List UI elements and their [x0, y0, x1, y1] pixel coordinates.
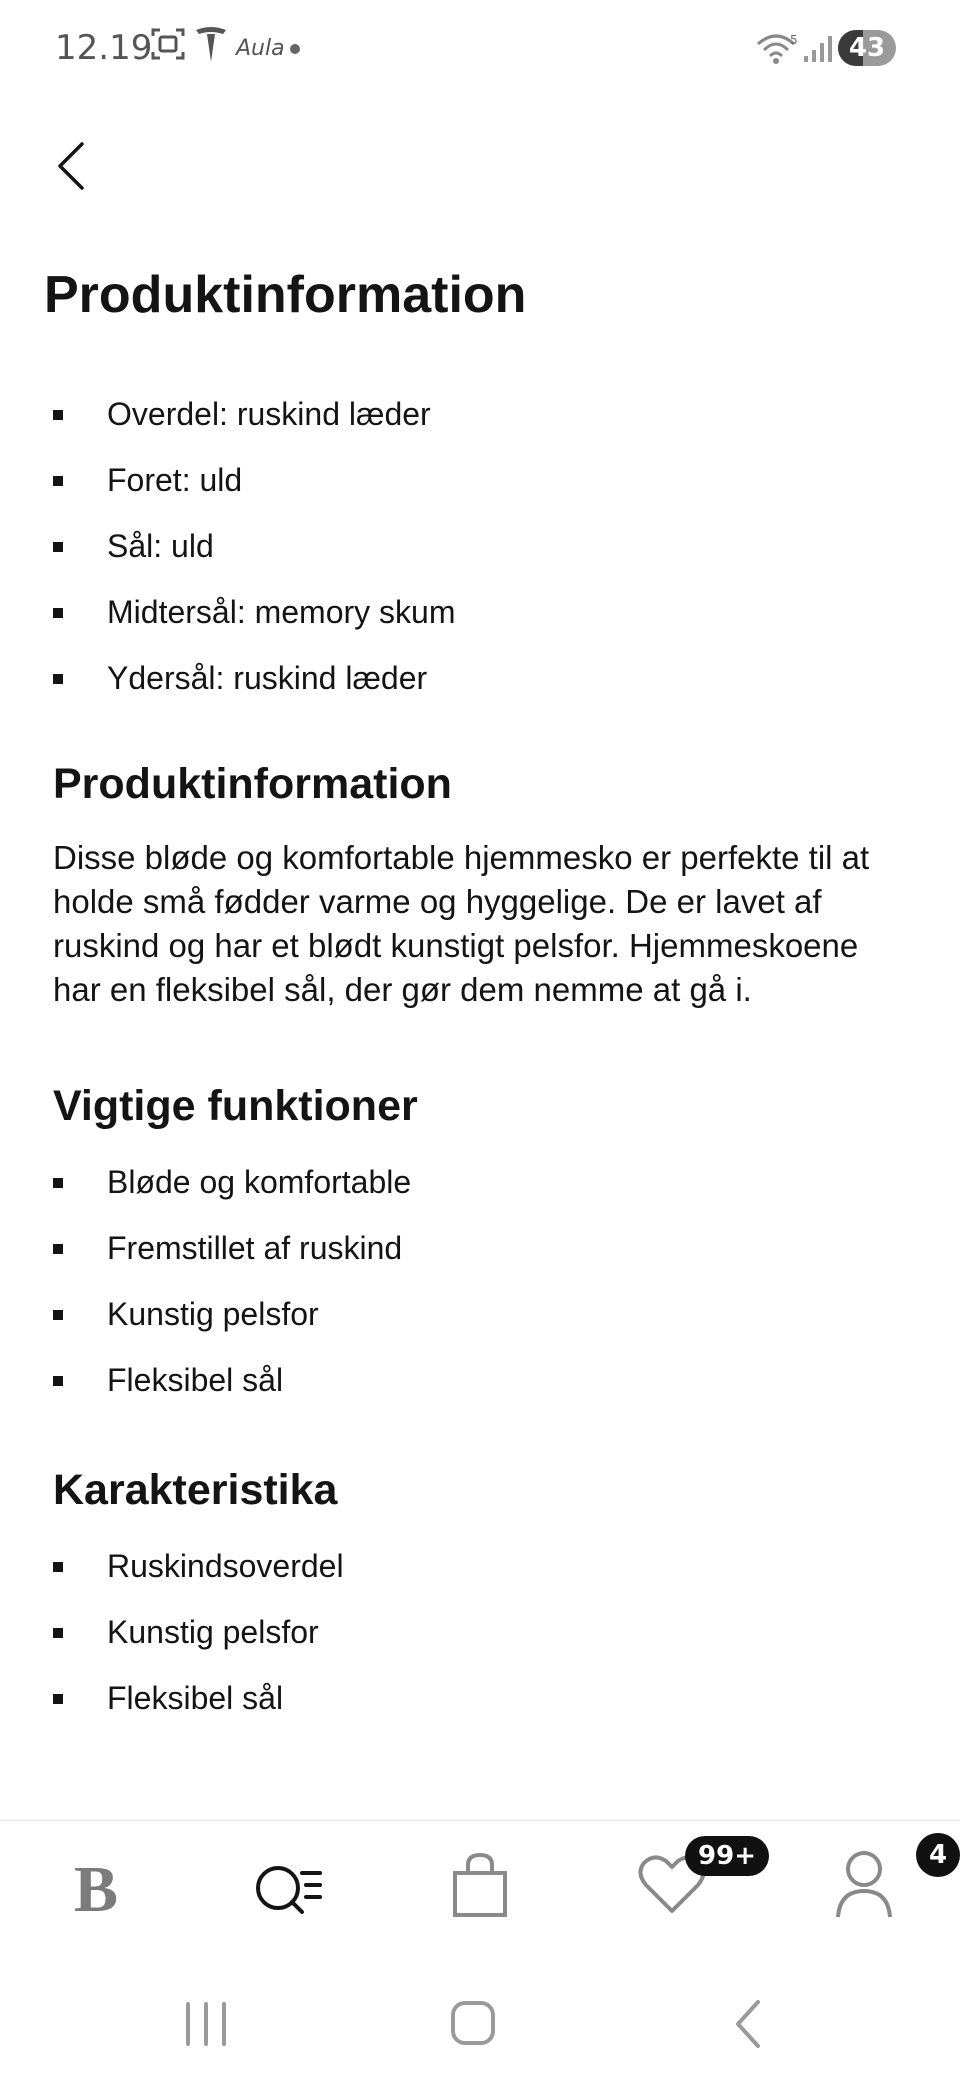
system-back-button[interactable] [724, 1994, 776, 2054]
list-item [0, 1674, 960, 1740]
list-item [0, 522, 960, 588]
bullet-icon [53, 476, 63, 486]
list-item [0, 1224, 960, 1290]
bullet-icon [53, 1376, 63, 1386]
list-item [0, 1290, 960, 1356]
bullet-icon [53, 1244, 63, 1254]
status-bar [0, 0, 960, 100]
bullet-icon [53, 410, 63, 420]
back-button[interactable] [44, 136, 104, 196]
characteristic-text: Ruskindsoverdel [107, 1548, 344, 1584]
system-nav-bar [0, 1970, 960, 2080]
shopping-bag-icon [420, 1821, 540, 1941]
characteristics-list [0, 1542, 960, 1740]
bullet-icon [53, 1628, 63, 1638]
description-heading: Produktinformation [53, 760, 452, 808]
list-item [0, 1158, 960, 1224]
profile-icon [804, 1821, 924, 1941]
search-menu-icon [228, 1821, 348, 1941]
bullet-icon [53, 608, 63, 618]
product-description: Disse bløde og komfortable hjemmesko er perfekte til at holde små fødder varme og hyggelige. De er lavet af ruskind og har et blødt kunstigt pelsfor. Hjemmeskoene har en fleksibel sål, der gør dem nemme at gå i. [53, 839, 870, 1008]
bullet-icon [53, 1178, 63, 1188]
chevron-left-icon [44, 136, 104, 196]
nav-profile[interactable] [804, 1821, 924, 1971]
home-logo-icon [36, 1821, 156, 1941]
wifi-icon [756, 32, 800, 66]
material-text: Midtersål: memory skum [107, 594, 456, 630]
nav-favorites[interactable] [612, 1821, 756, 1971]
battery-level: 43 [848, 33, 886, 63]
status-time: 12.19 [55, 28, 153, 68]
notification-dot [290, 44, 300, 54]
bullet-icon [53, 542, 63, 552]
nav-search[interactable] [228, 1821, 348, 1971]
product-info-content [0, 390, 960, 1740]
list-item [0, 654, 960, 720]
home-logo-letter: B [73, 1853, 119, 1926]
bullet-icon [53, 674, 63, 684]
list-item [0, 588, 960, 654]
feature-text: Fremstillet af ruskind [107, 1230, 403, 1266]
feature-text: Bløde og komfortable [107, 1164, 412, 1200]
materials-list [0, 390, 960, 720]
network-badge: 5 [790, 33, 798, 47]
material-text: Overdel: ruskind læder [107, 396, 431, 432]
material-text: Ydersål: ruskind læder [107, 660, 428, 696]
aula-app-label: Aula [236, 36, 285, 61]
features-list [0, 1158, 960, 1422]
favorites-count-badge: 99+ [685, 1836, 769, 1876]
characteristics-heading: Karakteristika [53, 1466, 338, 1514]
battery-indicator [838, 30, 896, 66]
list-item [0, 1542, 960, 1608]
tesla-icon [194, 26, 228, 64]
list-item [0, 390, 960, 456]
feature-text: Fleksibel sål [107, 1362, 284, 1398]
recent-apps-button[interactable] [180, 1994, 232, 2054]
list-item [0, 1608, 960, 1674]
page-title: Produktinformation [44, 266, 527, 324]
cart-count-badge: 4 [916, 1833, 960, 1877]
bullet-icon [53, 1562, 63, 1572]
features-heading: Vigtige funktioner [53, 1082, 418, 1130]
bottom-nav [0, 1820, 960, 1971]
screenshot-icon [150, 26, 186, 62]
characteristic-text: Fleksibel sål [107, 1680, 284, 1716]
bullet-icon [53, 1694, 63, 1704]
home-button[interactable] [448, 1994, 500, 2054]
list-item [0, 1356, 960, 1422]
nav-home[interactable] [36, 1821, 156, 1971]
characteristic-text: Kunstig pelsfor [107, 1614, 319, 1650]
feature-text: Kunstig pelsfor [107, 1296, 319, 1332]
signal-icon [802, 32, 834, 64]
material-text: Foret: uld [107, 462, 243, 498]
list-item [0, 456, 960, 522]
bullet-icon [53, 1310, 63, 1320]
material-text: Sål: uld [107, 528, 214, 564]
